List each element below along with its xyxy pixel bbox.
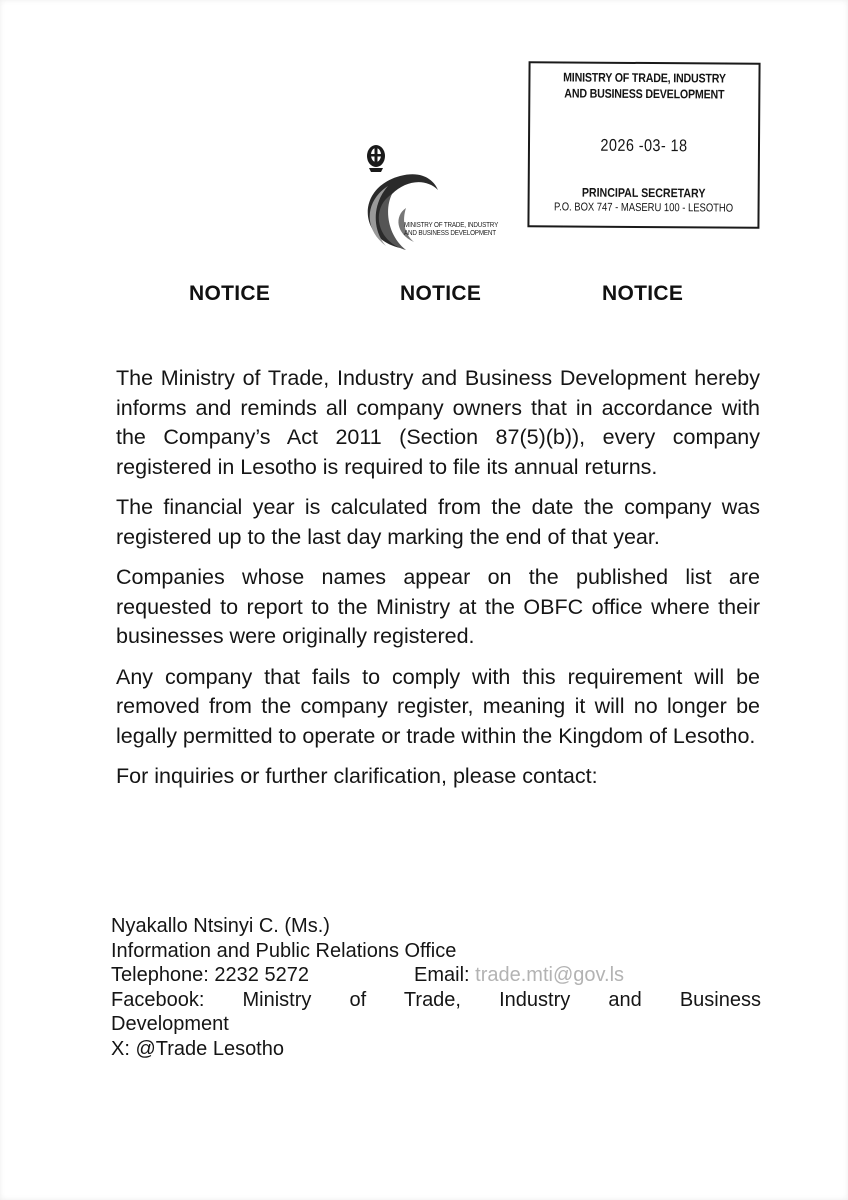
stamp-office: PRINCIPAL SECRETARY	[581, 185, 706, 201]
paragraph-financial-year: The financial year is calculated from the date the company was registered up to the last day marking the end of that year.	[116, 495, 760, 549]
notice-heading-center: NOTICE	[400, 282, 482, 305]
logo-text	[404, 222, 498, 238]
contact-telephone: Telephone: 2232 5272	[111, 964, 309, 986]
email-label: Email:	[414, 964, 470, 986]
stamp-date: 2026 -03- 18	[600, 135, 688, 156]
contact-block	[111, 914, 761, 1061]
paragraph-published-list: Companies whose names appear on the published list are requested to report to the Ministry at the OBFC office where their businesses were originally registered.	[116, 565, 760, 648]
notice-body	[116, 364, 760, 803]
notice-heading-left: NOTICE	[189, 282, 271, 305]
paragraph-inquiries: For inquiries or further clarification, please contact:	[116, 764, 598, 788]
stamp-address: P.O. BOX 747 - MASERU 100 - LESOTHO	[553, 201, 734, 215]
contact-facebook-continued: Development	[111, 1013, 229, 1035]
contact-name: Nyakallo Ntsinyi C. (Ms.)	[111, 915, 330, 937]
ministry-logo	[348, 138, 528, 268]
contact-facebook: Facebook: Ministry of Trade, Industry and Business	[111, 988, 761, 1011]
paragraph-annual-returns: The Ministry of Trade, Industry and Business Development hereby informs and reminds all company owners that in accordance with the Company’s Act 2011 (Section 87(5)(b)), every company registered in Lesotho is required to file its annual returns.	[116, 366, 760, 479]
notice-heading-right: NOTICE	[602, 282, 684, 305]
logo-emblem-icon	[348, 138, 528, 268]
logo-line-2: AND BUSINESS DEVELOPMENT	[404, 230, 496, 237]
logo-line-1: MINISTRY OF TRADE, INDUSTRY	[404, 222, 499, 229]
contact-x-handle: X: @Trade Lesotho	[111, 1037, 284, 1060]
stamp-title: MINISTRY OF TRADE, INDUSTRY AND BUSINESS DEVELOPMENT	[563, 70, 726, 102]
paragraph-non-compliance: Any company that fails to comply with this requirement will be removed from the company register, meaning it will no longer be legally permitted to operate or trade within the Kingdom of Lesotho.	[116, 664, 760, 748]
official-stamp	[527, 61, 760, 229]
contact-office: Information and Public Relations Office	[111, 939, 457, 962]
contact-email-row	[414, 963, 624, 988]
email-link[interactable]: trade.mti@gov.ls	[475, 964, 625, 986]
